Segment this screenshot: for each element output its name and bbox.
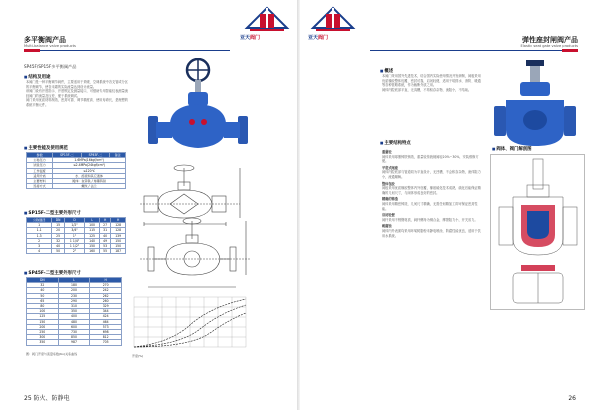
table-cell: 1.3 — [27, 233, 52, 238]
feature-text: 阀体采用球墨铸铁铸造，重量较传统闸阀轻20%~30%，安装维修方便。 — [382, 154, 479, 164]
table-cell: 230 — [58, 293, 90, 298]
brand-suffix: 阀门 — [318, 35, 329, 41]
table-cell: 65 — [27, 298, 59, 303]
table-cell: 730 — [58, 330, 90, 335]
table-cell: 128 — [111, 223, 126, 228]
table-row — [27, 184, 126, 189]
table-cell: 698 — [90, 330, 122, 335]
table-cell: 1/2" — [64, 223, 84, 228]
table-cell: 270 — [90, 283, 122, 288]
table-cell: 250 — [27, 330, 59, 335]
spec-col-header: 备注 — [110, 153, 126, 158]
features-para: 阀门采用优质材料制造，密封可靠、调节精度高、使用寿命长，是理想的系统平衡元件。 — [26, 98, 128, 107]
table-cell: 1 1/2" — [64, 244, 84, 249]
features-para: 本阀门是一种平衡调节阀件，主要适用于采暖、空调系统中各支管或分区的平衡调节，使各末端的实际流量达到设计流量。 — [26, 80, 128, 89]
sp15-col-header: L — [85, 218, 100, 223]
table-cell: 32 — [52, 238, 65, 243]
table-cell: 连接方式 — [27, 184, 53, 189]
table-cell: 850 — [58, 335, 90, 340]
table-cell: 3 — [27, 244, 52, 249]
table-cell: 290 — [58, 298, 90, 303]
table-cell: 329 — [90, 304, 122, 309]
right-page — [300, 0, 600, 410]
table-cell: 49 — [99, 238, 110, 243]
feature-title: 耐腐蚀 — [382, 224, 392, 229]
table-cell: 水、溶液和其它液体 — [53, 173, 126, 178]
table-cell: ≤2.4MPa(24kgf/cm²) — [53, 163, 126, 168]
table-cell: 812 — [90, 335, 122, 340]
section-sp45-table: ■ SP45F-二型主要外形尺寸 — [24, 270, 81, 276]
table-cell: 262 — [90, 293, 122, 298]
table-cell: 40 — [27, 288, 59, 293]
feature-text: 阀体采用精密铸造，几何尺寸精确，无需任何精加工即可保证密封性能。 — [382, 201, 478, 211]
overview-para: 阀体内腔底部平直，无沟槽，不易积存杂物，流阻小，不结垢。 — [382, 87, 472, 92]
table-cell: 600 — [58, 324, 90, 329]
page-title: 多平衡阀产品 — [24, 36, 66, 44]
sp45-table-row — [27, 330, 122, 335]
feature-text: 阀板采用优质橡胶整体内外包覆，橡胶硫化技术成熟，硫化后能保证精确的几何尺寸，与阀体形成良好的密封。 — [382, 186, 481, 195]
section-exploded: ■ 阀体、阀门解剖图 — [492, 146, 532, 152]
table-cell: 公称压力 — [27, 158, 53, 163]
spec-table — [26, 152, 126, 189]
flow-characteristic-chart — [130, 295, 250, 353]
table-cell: 50 — [52, 249, 65, 254]
table-cell: 80 — [27, 304, 59, 309]
table-cell: 100 — [85, 223, 100, 228]
section-specs: ■ 主要性能及使用规范 — [24, 145, 68, 151]
overview-text — [382, 74, 482, 92]
sp45-table-row — [27, 293, 122, 298]
table-cell: 工作温度 — [27, 168, 53, 173]
table-cell: 主要材料 — [27, 179, 53, 184]
sp15-table-body — [27, 223, 126, 254]
sp45-table-row — [27, 335, 122, 340]
table-cell: 200 — [27, 324, 59, 329]
table-cell: 987 — [58, 340, 90, 345]
sp45-table-body — [27, 283, 122, 345]
gate-valve-cutaway-drawing — [491, 155, 586, 311]
table-cell: 1 — [27, 223, 52, 228]
spec-col-header: SP15F-二 — [53, 153, 82, 158]
page-subtitle-right: Elastic seat gate valve products — [520, 44, 578, 48]
table-cell: 187 — [111, 249, 126, 254]
chart-axis-label: 开度(%) — [132, 354, 144, 358]
table-cell: 100 — [27, 309, 59, 314]
sp45-table-row — [27, 340, 122, 345]
table-cell: 150 — [85, 244, 100, 249]
table-cell: 424 — [90, 314, 122, 319]
spec-col-header: SP45F-二 — [81, 153, 110, 158]
spec-col-header: 参数 — [27, 153, 53, 158]
table-cell: 32 — [27, 283, 59, 288]
header-rule-right — [370, 50, 562, 51]
page-number-left: 25 防火、防静电 — [24, 395, 70, 402]
table-cell: 20 — [52, 228, 65, 233]
model-line: SP45F/SP15F多平衡阀产品 — [24, 64, 77, 69]
sp15-col-header: DN — [52, 218, 65, 223]
exploded-view-frame — [490, 154, 585, 310]
table-cell: 242 — [90, 288, 122, 293]
table-cell: 50 — [27, 293, 59, 298]
table-cell: 试验压力 — [27, 163, 53, 168]
table-cell: 150 — [111, 238, 126, 243]
sp45-table-row — [27, 288, 122, 293]
sp15-col-header: D — [64, 218, 84, 223]
section-sp15-table: ■ SP15F-二型主要外形尺寸 — [24, 210, 81, 216]
feature-title: 重量轻 — [382, 150, 392, 154]
sp45-table-row — [27, 319, 122, 324]
section-features-right: ■ 主要结构特点 — [380, 140, 411, 146]
brand-logo-right — [308, 4, 358, 48]
table-cell: 260 — [90, 298, 122, 303]
table-cell: 464 — [90, 319, 122, 324]
table-cell: 1" — [64, 233, 84, 238]
page-subtitle: Multi-balance valve products — [24, 44, 76, 48]
features-para: 该阀门设有开度指示、开度锁定及测量接口，可借助专用智能仪表测量流经阀门的流量及压差，便于系统调试。 — [26, 89, 128, 98]
chart-footnote: 图：阀门开度与流量系数(Kv)关系曲线 — [26, 352, 78, 356]
table-cell: 480 — [58, 319, 90, 324]
table-cell: 2" — [64, 249, 84, 254]
table-cell: 31 — [99, 228, 110, 233]
brand-logo-icon — [242, 4, 292, 34]
table-cell: 27 — [99, 223, 110, 228]
gate-valve-photo — [490, 60, 585, 150]
sp45-table-row — [27, 298, 122, 303]
feature-text: 阀体内腔底部与管道同为平直设计，无凹槽，不会积存杂物，流体阻力小，流通顺畅。 — [382, 170, 481, 179]
table-cell: 139 — [111, 233, 126, 238]
table-cell: 40 — [99, 233, 110, 238]
header-accent — [24, 49, 40, 52]
brand-cn: 亚天 — [240, 35, 251, 41]
sp45-col-header: L — [58, 278, 90, 283]
brand-logo — [242, 4, 292, 48]
table-cell: 573 — [90, 324, 122, 329]
sp15-dimension-table — [26, 217, 126, 254]
valve-dimension-drawing — [140, 215, 260, 295]
table-cell: 40 — [52, 244, 65, 249]
feature-title: 启闭轻便 — [382, 213, 395, 218]
table-cell: 300 — [27, 335, 59, 340]
table-cell: 适用介质 — [27, 173, 53, 178]
feature-list — [382, 150, 482, 238]
table-cell: ≤120℃ — [53, 168, 126, 173]
table-cell: 150 — [27, 319, 59, 324]
table-cell: 140 — [85, 238, 100, 243]
sp15-table-row — [27, 249, 126, 254]
sp45-col-header: DN — [27, 278, 59, 283]
table-cell: 3/4" — [64, 228, 84, 233]
sp15-col-header: H — [99, 218, 110, 223]
sp45-table-row — [27, 324, 122, 329]
table-cell: 180 — [58, 283, 90, 288]
sp45-col-header: H — [90, 278, 122, 283]
table-cell: 1.1 — [27, 228, 52, 233]
balance-valve-photo — [140, 58, 250, 158]
table-cell: 阀体：灰铸铁 / 球墨铸铁 — [53, 179, 126, 184]
table-cell: 400 — [58, 314, 90, 319]
page-title-right: 弹性座封闸阀产品 — [522, 36, 578, 44]
flow-chart-svg — [130, 295, 250, 353]
table-cell: 150 — [111, 244, 126, 249]
table-cell: 115 — [85, 228, 100, 233]
table-cell: 2 — [27, 238, 52, 243]
table-cell: 25 — [52, 233, 65, 238]
brand-name — [240, 34, 260, 41]
table-cell: 螺纹 / 法兰 — [53, 184, 126, 189]
brand-suffix: 阀门 — [250, 35, 261, 41]
table-cell: 1 1/4" — [64, 238, 84, 243]
features-text — [26, 80, 131, 108]
table-cell: 128 — [111, 228, 126, 233]
overview-para: 本阀门采用国外先进技术，结合国内实际使用情况开发研制，阀板采用优质橡胶整体包覆，密封可靠，启闭轻便，适用于给排水、消防、暖通等各种管路系统，作为截断介质之用。 — [382, 74, 481, 88]
sp45-table-row — [27, 304, 122, 309]
brand-name-right — [308, 34, 328, 41]
page-number-right: 26 — [568, 395, 576, 402]
table-cell: 160 — [85, 249, 100, 254]
table-cell: 125 — [85, 233, 100, 238]
table-cell: 350 — [58, 309, 90, 314]
brand-logo-icon — [308, 4, 358, 34]
header-rule — [40, 50, 230, 51]
table-cell: 344 — [90, 309, 122, 314]
sp45-table-row — [27, 309, 122, 314]
section-features: ■ 结构及用途 — [24, 74, 50, 80]
table-cell: 200 — [58, 288, 90, 293]
feature-text: 阀杆采用不锈钢材质，阀杆螺母为铜合金，摩擦阻力小，开关省力。 — [382, 217, 478, 222]
table-cell: 125 — [27, 314, 59, 319]
table-cell: 350 — [27, 340, 59, 345]
table-cell: 53 — [99, 244, 110, 249]
table-cell: 15 — [52, 223, 65, 228]
header-accent-right — [562, 49, 578, 52]
sp45-table-row — [27, 314, 122, 319]
sp45-dimension-table — [26, 277, 122, 346]
feature-title: 精确的铸造 — [382, 197, 398, 202]
table-cell: 55 — [99, 249, 110, 254]
table-cell: 1.6MPa(16kgf/cm²) — [53, 158, 126, 163]
feature-title: 平底式闸座 — [382, 165, 398, 170]
sp15-col-header: 公称通径 — [27, 218, 52, 223]
feature-text: 阀体内外表面均采用环氧树脂粉末静电喷涂，防腐性能优良，适用于饮用水系统。 — [382, 228, 481, 238]
brand-cn: 亚天 — [308, 35, 319, 41]
table-cell: 310 — [58, 304, 90, 309]
sp45-table-row — [27, 283, 122, 288]
sp15-col-header: H — [111, 218, 126, 223]
table-cell: 705 — [90, 340, 122, 345]
table-cell: 4 — [27, 249, 52, 254]
section-overview: ■ 概述 — [380, 68, 393, 74]
feature-title: 整体包胶 — [382, 181, 395, 186]
